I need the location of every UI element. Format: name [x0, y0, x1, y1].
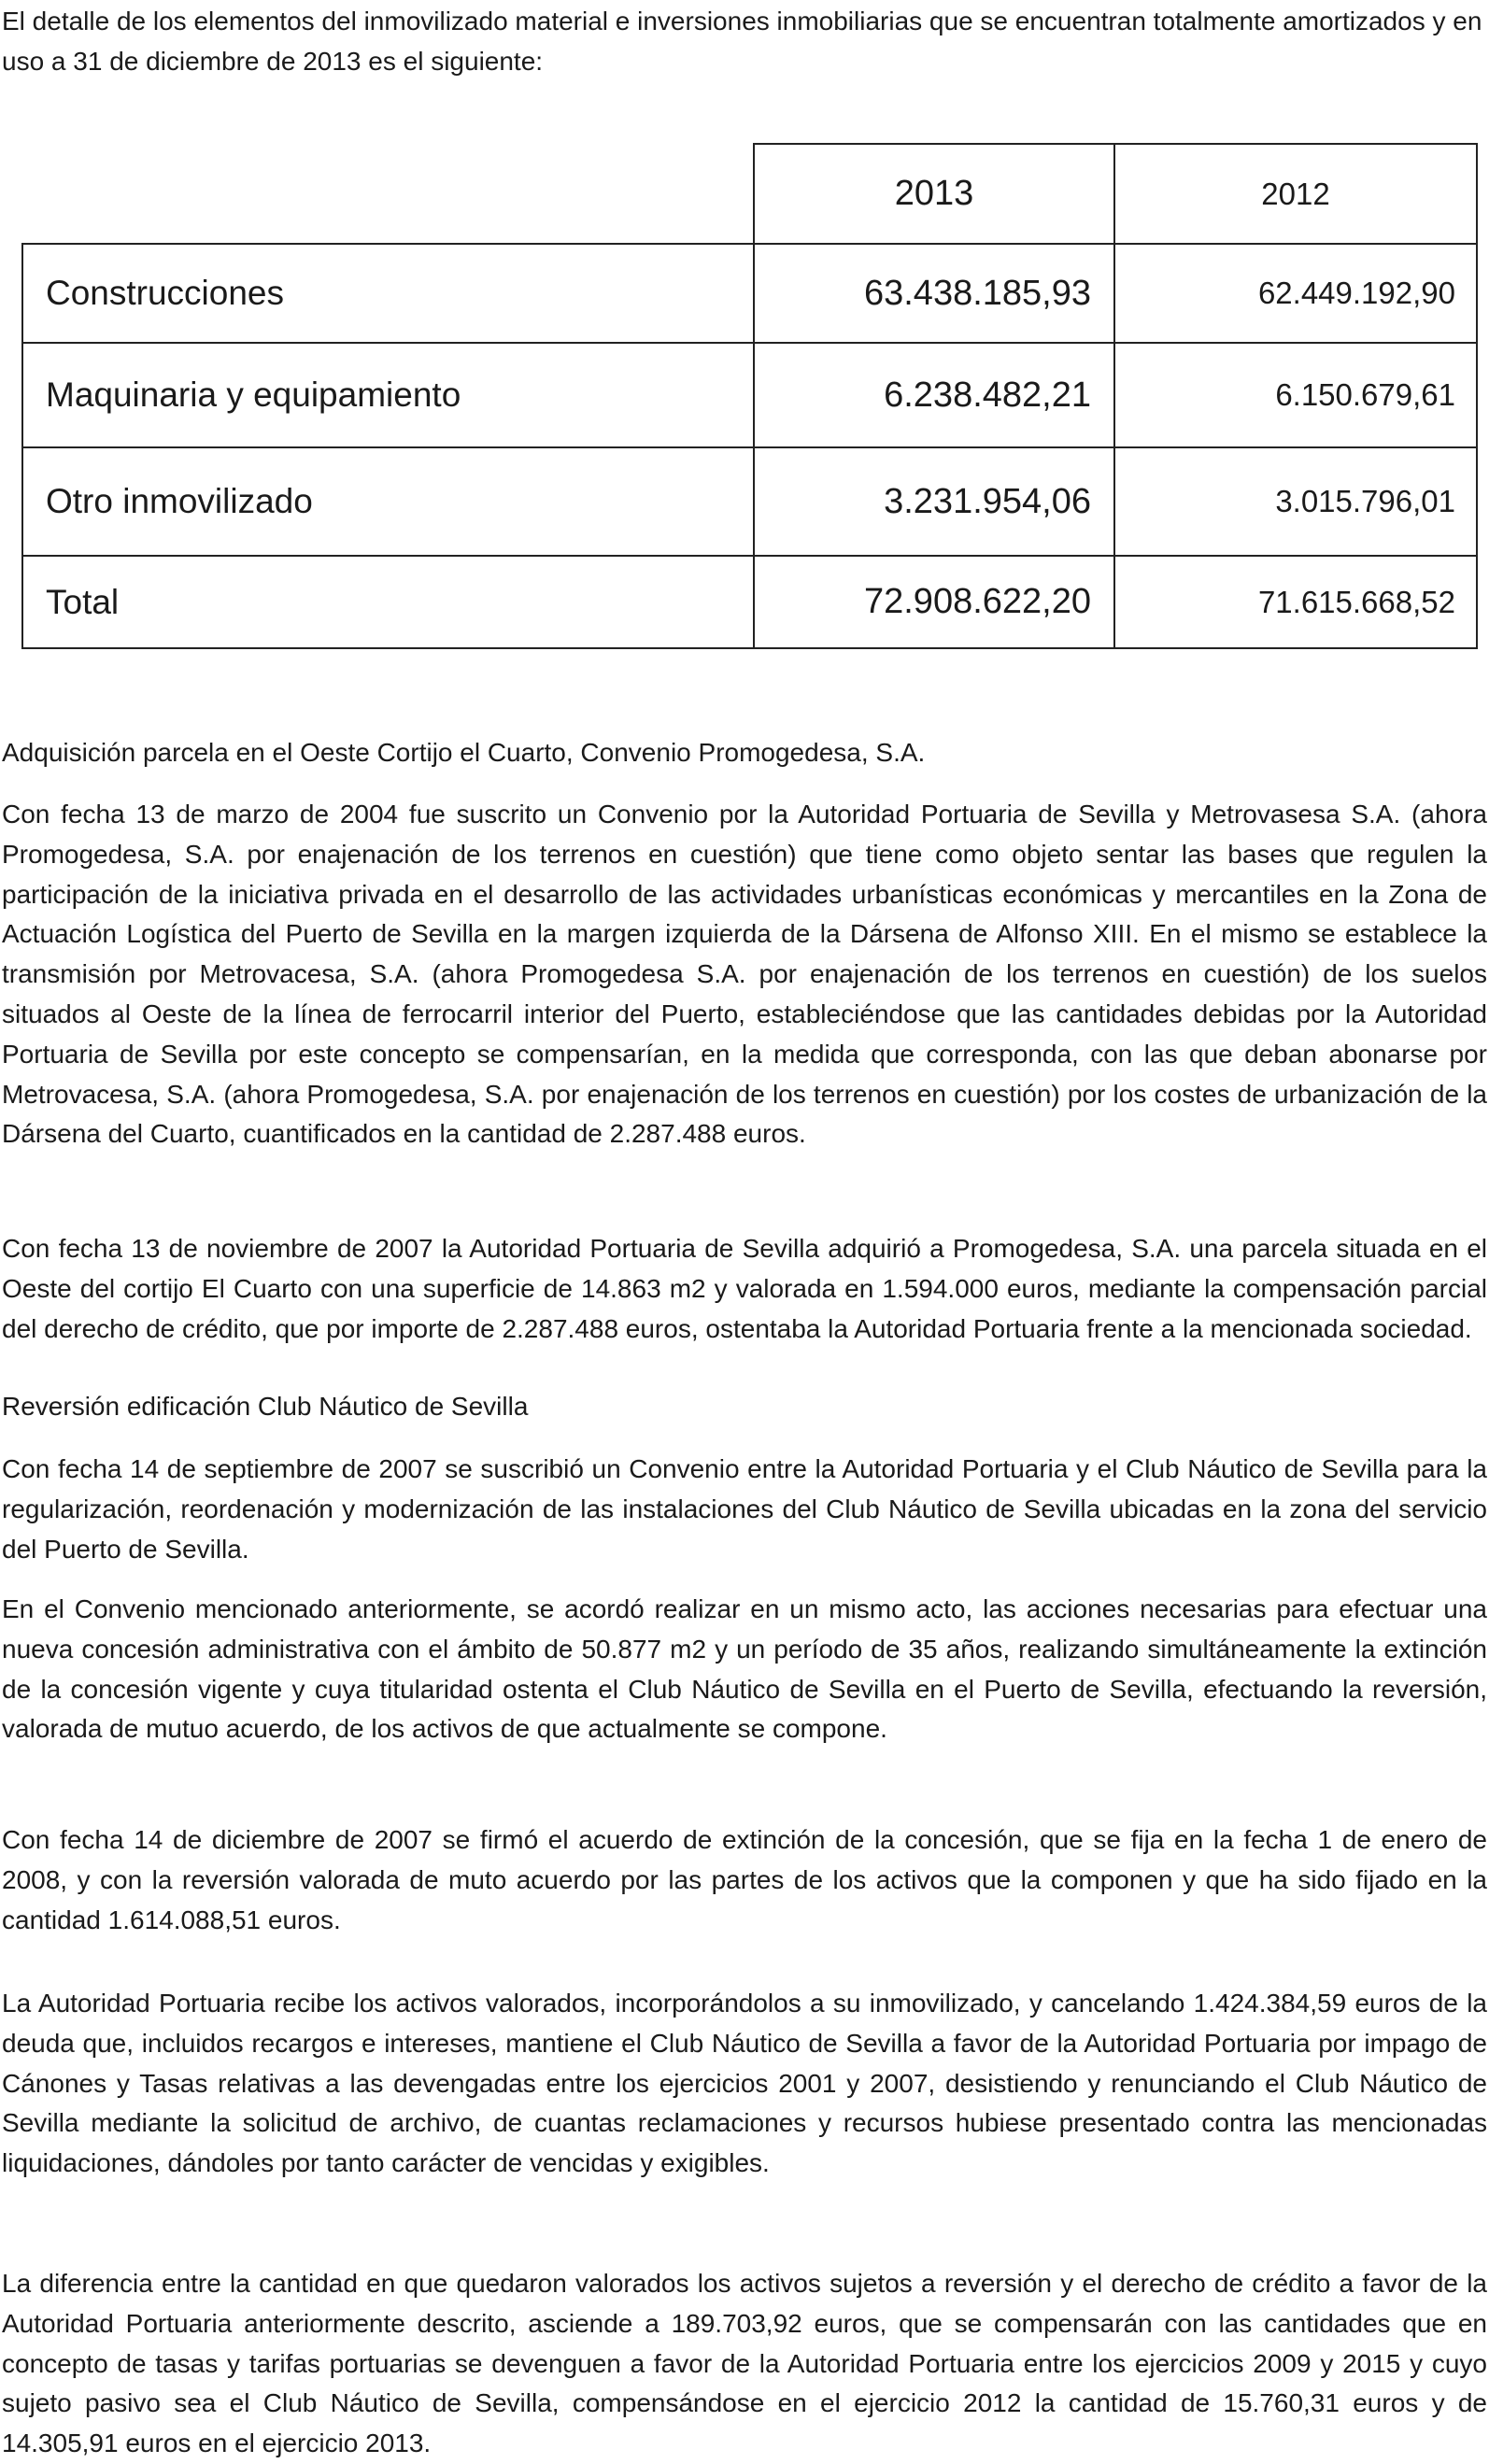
amortized-assets-table	[21, 143, 1478, 649]
value-2012: 6.150.679,61	[1114, 343, 1477, 447]
value-2012: 62.449.192,90	[1114, 244, 1477, 343]
paragraph-concesion: En el Convenio mencionado anteriormente, se acordó realizar en un mismo acto, las acciones necesarias para efectuar una nueva concesión administrativa con el ámbito de 50.877 m2 y un período de 35 años, realizando simultáneamente la extinción de la concesión vigente y cuya titularidad ostenta el Club Náutico de Sevilla en el Puerto de Sevilla, efectuando la reversión, valorada de mutuo acuerdo, de los activos de que actualmente se compone.	[2, 1594, 1487, 1744]
paragraph-convenio-2004: Con fecha 13 de marzo de 2004 fue suscrito un Convenio por la Autoridad Portuaria de Sevilla y Metrovasesa S.A. (ahora Promogedesa, S.A. por enajenación de los terrenos en cuestión) que tiene como objeto sentar las bases que regulen la participación de la iniciativa privada en el desarrollo de las actividades urbanísticas económicas y mercantiles en la Zona de Actuación Logística del Puerto de Sevilla en la margen izquierda de la Dársena de Alfonso XIII. En el mismo se establece la transmisión por Metrovacesa, S.A. (ahora Promogedesa S.A. por enajenación de los terrenos en cuestión) de los suelos situados al Oeste de la línea de ferrocarril interior del Puerto, estableciéndose que las cantidades debidas por la Autoridad Portuaria de Sevilla por este concepto se compensarían, en la medida que corresponda, con las que deban abonarse por Metrovacesa, S.A. (ahora Promogedesa, S.A. por enajenación de los terrenos en cuestión) por los costes de urbanización de la Dársena del Cuarto, cuantificados en la cantidad de 2.287.488 euros.	[2, 800, 1487, 1149]
paragraph-activos: La Autoridad Portuaria recibe los activos valorados, incorporándolos a su inmovilizado, y cancelando 1.424.384,59 euros de la deuda que, incluidos recargos e intereses, mantiene el Club Náutico de Sevilla a favor de la Autoridad Portuaria por impago de Cánones y Tasas relativas a las devengadas entre los ejercicios 2001 y 2007, desistiendo y renunciando el Club Náutico de Sevilla mediante la solicitud de archivo, de cuantas reclamaciones y recursos hubiese presentado contra las mencionadas liquidaciones, dándoles por tanto carácter de vencidas y exigibles.	[2, 1989, 1487, 2178]
value-2013: 72.908.622,20	[754, 556, 1114, 648]
table-header-blank	[22, 144, 754, 244]
row-label: Otro inmovilizado	[22, 447, 754, 556]
table-header-row	[22, 144, 1477, 244]
section-title-club-nautico: Reversión edificación Club Náutico de Sevilla	[2, 1392, 529, 1421]
value-2013: 3.231.954,06	[754, 447, 1114, 556]
paragraph-convenio-club: Con fecha 14 de septiembre de 2007 se suscribió un Convenio entre la Autoridad Portuaria y el Club Náutico de Sevilla para la regularización, reordenación y modernización de las instalaciones del Club Náutico de Sevilla ubicadas en la zona del servicio del Puerto de Sevilla.	[2, 1454, 1487, 1564]
table-row	[22, 244, 1477, 343]
value-2012: 3.015.796,01	[1114, 447, 1477, 556]
row-label: Maquinaria y equipamiento	[22, 343, 754, 447]
intro-paragraph: El detalle de los elementos del inmovilizado material e inversiones inmobiliarias que se encuentran totalmente amortizados y en uso a 31 de diciembre de 2013 es el siguiente:	[2, 7, 1482, 76]
paragraph-diferencia: La diferencia entre la cantidad en que quedaron valorados los activos sujetos a reversión y el derecho de crédito a favor de la Autoridad Portuaria anteriormente descrito, asciende a 189.703,92 euros, que se compensarán con las cantidades que en concepto de tasas y tarifas portuarias se devenguen a favor de la Autoridad Portuaria entre los ejercicios 2009 y 2015 y cuyo sujeto pasivo sea el Club Náutico de Sevilla, compensándose en el ejercicio 2012 la cantidad de 15.760,31 euros y de 14.305,91 euros en el ejercicio 2013.	[2, 2269, 1487, 2458]
value-2013: 6.238.482,21	[754, 343, 1114, 447]
section-title-promogedesa: Adquisición parcela en el Oeste Cortijo el Cuarto, Convenio Promogedesa, S.A.	[2, 738, 926, 767]
row-label: Total	[22, 556, 754, 648]
paragraph-extincion: Con fecha 14 de diciembre de 2007 se firmó el acuerdo de extinción de la concesión, que se fija en la fecha 1 de enero de 2008, y con la reversión valorada de muto acuerdo por las partes de los activos que la componen y que ha sido fijado en la cantidad 1.614.088,51 euros.	[2, 1825, 1487, 1934]
table-total-row	[22, 556, 1477, 648]
value-2012: 71.615.668,52	[1114, 556, 1477, 648]
row-label: Construcciones	[22, 244, 754, 343]
value-2013: 63.438.185,93	[754, 244, 1114, 343]
header-2013: 2013	[754, 144, 1114, 244]
table-row	[22, 343, 1477, 447]
paragraph-parcela-2007: Con fecha 13 de noviembre de 2007 la Autoridad Portuaria de Sevilla adquirió a Promogedesa, S.A. una parcela situada en el Oeste del cortijo El Cuarto con una superficie de 14.863 m2 y valorada en 1.594.000 euros, mediante la compensación parcial del derecho de crédito, que por importe de 2.287.488 euros, ostentaba la Autoridad Portuaria frente a la mencionada sociedad.	[2, 1234, 1487, 1343]
header-2012: 2012	[1114, 144, 1477, 244]
table-row	[22, 447, 1477, 556]
